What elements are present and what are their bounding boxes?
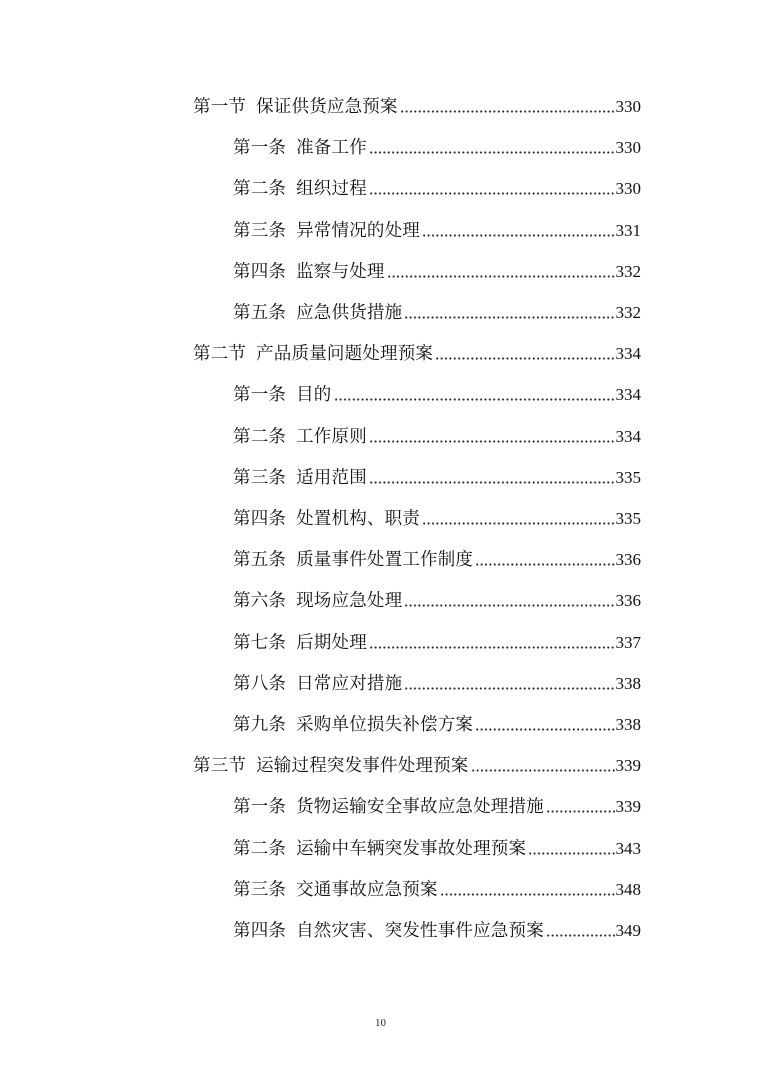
toc-dot-leader	[546, 810, 615, 813]
toc-entry-page: 332	[615, 261, 641, 281]
toc-entry-label	[233, 920, 544, 942]
toc-entry-label	[233, 261, 385, 283]
toc-entry-title: 组织过程	[296, 179, 367, 200]
toc-entry-page: 330	[615, 97, 641, 116]
toc-entry-number: 第七条	[233, 632, 287, 653]
toc-entry-title: 目的	[296, 385, 332, 406]
toc-dot-leader	[475, 563, 614, 566]
toc-entry-label	[233, 384, 332, 406]
toc-entry-page: 349	[615, 921, 641, 940]
toc-article-entry[interactable]	[233, 257, 641, 283]
toc-article-entry[interactable]	[233, 380, 641, 406]
toc-article-entry[interactable]	[233, 628, 641, 654]
toc-entry-number: 第五条	[233, 303, 287, 323]
toc-entry-title: 应急供货措施	[296, 303, 403, 323]
toc-entry-page: 334	[615, 344, 641, 364]
toc-dot-leader	[387, 275, 615, 278]
toc-entry-label	[233, 178, 367, 200]
toc-entry-number: 第五条	[233, 550, 287, 571]
toc-entry-page: 334	[615, 426, 641, 446]
toc-section-entry[interactable]	[193, 751, 641, 777]
toc-entry-page: 339	[615, 797, 641, 817]
toc-dot-leader	[369, 481, 615, 484]
toc-entry-label	[233, 879, 438, 901]
toc-entry-title: 产品质量问题处理预案	[256, 344, 434, 365]
toc-dot-leader	[422, 234, 614, 237]
toc-dot-leader	[404, 316, 614, 319]
toc-article-entry[interactable]	[233, 216, 641, 242]
toc-entry-label	[233, 632, 367, 654]
toc-entry-label	[233, 673, 402, 695]
toc-entry-number: 第三条	[233, 879, 287, 900]
toc-section-entry[interactable]	[193, 92, 641, 118]
toc-entry-title: 货物运输安全事故应急处理措施	[296, 797, 544, 818]
toc-dot-leader	[528, 852, 614, 855]
toc-entry-number: 第三节	[193, 756, 247, 777]
toc-entry-title: 监察与处理	[296, 261, 385, 282]
toc-article-entry[interactable]	[233, 174, 641, 200]
toc-article-entry[interactable]	[233, 916, 641, 942]
toc-dot-leader	[369, 151, 615, 154]
toc-entry-page: 332	[615, 303, 641, 322]
toc-article-entry[interactable]	[233, 669, 641, 695]
toc-article-entry[interactable]	[233, 298, 641, 324]
toc-article-entry[interactable]	[233, 875, 641, 901]
toc-entry-page: 330	[615, 179, 641, 199]
toc-entry-title: 保证供货应急预案	[256, 97, 398, 117]
toc-entry-title: 异常情况的处理	[296, 220, 421, 241]
toc-entry-label	[233, 467, 367, 489]
toc-article-entry[interactable]	[233, 463, 641, 489]
toc-entry-page: 336	[615, 550, 641, 570]
toc-entry-number: 第一节	[193, 97, 247, 117]
toc-entry-title: 交通事故应急预案	[296, 879, 438, 900]
toc-entry-page: 336	[615, 591, 641, 611]
toc-article-entry[interactable]	[233, 834, 641, 860]
toc-entry-page: 339	[615, 756, 641, 776]
toc-entry-label	[233, 796, 544, 818]
toc-dot-leader	[471, 769, 615, 772]
toc-dot-leader	[404, 687, 614, 690]
toc-article-entry[interactable]	[233, 422, 641, 448]
toc-entry-number: 第四条	[233, 261, 287, 282]
toc-entry-label	[193, 755, 469, 777]
toc-article-entry[interactable]	[233, 545, 641, 571]
toc-entry-page: 330	[615, 138, 641, 158]
toc-entry-number: 第九条	[233, 715, 287, 735]
toc-entry-title: 适用范围	[296, 467, 367, 488]
toc-entry-label	[233, 590, 402, 612]
toc-entry-label	[233, 508, 420, 530]
toc-dot-leader	[369, 192, 615, 195]
toc-entry-number: 第一条	[233, 797, 287, 818]
toc-entry-title: 采购单位损失补偿方案	[296, 715, 474, 735]
toc-entry-title: 运输过程突发事件处理预案	[256, 756, 469, 777]
toc-article-entry[interactable]	[233, 710, 641, 736]
toc-entry-number: 第三条	[233, 220, 287, 241]
toc-dot-leader	[435, 357, 614, 360]
toc-dot-leader	[334, 398, 615, 401]
toc-entry-title: 自然灾害、突发性事件应急预案	[296, 921, 544, 941]
page-number: 10	[375, 1017, 386, 1029]
toc-entry-number: 第二条	[233, 838, 287, 859]
toc-entry-page: 335	[615, 509, 641, 528]
toc-entry-number: 第二节	[193, 344, 247, 365]
toc-entry-page: 334	[615, 385, 641, 405]
toc-entry-label	[233, 220, 420, 242]
toc-entry-title: 日常应对措施	[296, 673, 403, 694]
toc-entry-title: 运输中车辆突发事故处理预案	[296, 838, 527, 859]
toc-entry-number: 第一条	[233, 138, 287, 159]
toc-dot-leader	[422, 522, 614, 525]
toc-section-entry[interactable]	[193, 339, 641, 365]
toc-entry-label	[233, 838, 526, 860]
toc-entry-label	[193, 96, 398, 118]
toc-entry-label	[233, 426, 367, 448]
toc-entry-number: 第一条	[233, 385, 287, 406]
toc-entry-label	[233, 549, 473, 571]
toc-entry-number: 第四条	[233, 921, 287, 941]
toc-entry-number: 第四条	[233, 509, 287, 529]
toc-article-entry[interactable]	[233, 133, 641, 159]
toc-dot-leader	[400, 110, 615, 113]
toc-entry-title: 工作原则	[296, 426, 367, 447]
toc-entry-title: 准备工作	[296, 138, 367, 159]
toc-dot-leader	[440, 893, 615, 896]
toc-entry-page: 338	[615, 673, 641, 693]
toc-article-entry[interactable]	[233, 792, 641, 818]
toc-dot-leader	[475, 728, 614, 731]
toc-dot-leader	[546, 934, 615, 937]
toc-entry-title: 质量事件处置工作制度	[296, 550, 474, 571]
toc-entry-number: 第二条	[233, 426, 287, 447]
toc-dot-leader	[369, 440, 615, 443]
toc-entry-number: 第三条	[233, 467, 287, 488]
toc-dot-leader	[369, 646, 615, 649]
toc-entry-page: 337	[615, 632, 641, 652]
toc-entry-page: 348	[615, 879, 641, 899]
toc-entry-label	[233, 137, 367, 159]
toc-entry-page: 331	[615, 220, 641, 240]
toc-entry-label	[193, 343, 433, 365]
toc-entry-page: 335	[615, 467, 641, 487]
toc-entry-number: 第八条	[233, 673, 287, 694]
toc-entry-title: 现场应急处理	[296, 591, 403, 612]
toc-dot-leader	[404, 604, 614, 607]
toc-entry-title: 处置机构、职责	[296, 509, 421, 529]
toc-entry-number: 第六条	[233, 591, 287, 612]
toc-entry-label	[233, 302, 402, 324]
toc-entry-page: 338	[615, 715, 641, 734]
toc-article-entry[interactable]	[233, 504, 641, 530]
toc-entry-label	[233, 714, 473, 736]
toc-entry-number: 第二条	[233, 179, 287, 200]
toc-entry-page: 343	[615, 838, 641, 858]
toc-article-entry[interactable]	[233, 586, 641, 612]
toc-entry-title: 后期处理	[296, 632, 367, 653]
